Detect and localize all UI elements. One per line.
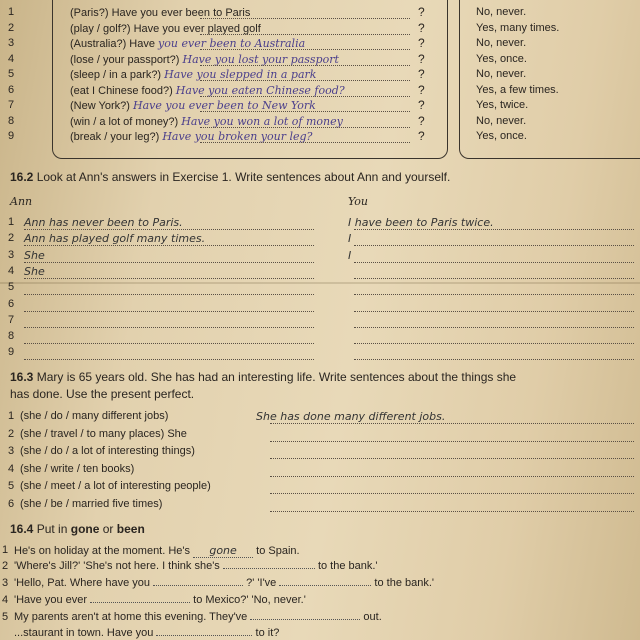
answer-blank[interactable] — [223, 568, 315, 569]
you-sentence[interactable]: I have been to Paris twice. — [348, 216, 494, 229]
answer-line — [200, 142, 410, 143]
line-number: 2 — [2, 560, 9, 572]
ann-answer: Yes, many times. — [476, 21, 560, 34]
sentence-end: to the bank.' — [317, 560, 378, 572]
you-answer-line — [354, 278, 634, 279]
row-number: 5 — [8, 480, 15, 492]
row-number: 5 — [8, 281, 15, 294]
question-prompt: (play / golf?) — [70, 22, 131, 35]
answer-line — [200, 96, 410, 97]
you-answer-line — [354, 359, 634, 360]
you-sentence[interactable]: I — [348, 232, 352, 246]
answer-line — [200, 34, 410, 35]
sentence-end: to it? — [255, 627, 280, 639]
ex16-4-line-6 — [14, 627, 279, 639]
word-or: or — [102, 522, 114, 536]
question-prompt: (break / your leg?) — [70, 131, 160, 143]
question-mark: ? — [418, 113, 425, 128]
row-number: 4 — [8, 264, 15, 277]
you-answer-line — [354, 343, 634, 344]
you-answer-line — [354, 229, 634, 230]
sentence-start: My parents aren't at home this evening. They've — [14, 611, 248, 623]
ann-answer-line — [24, 245, 314, 246]
answer-gone[interactable]: gone — [193, 544, 253, 558]
you-answer-line — [354, 245, 634, 246]
question-number: 3 — [8, 37, 15, 49]
question-prompt: (Paris?) — [70, 7, 109, 19]
prompt: (she / travel / to many places) She — [20, 427, 187, 440]
answer-line — [200, 49, 410, 50]
answer-text[interactable]: She has done many different jobs. — [256, 410, 446, 423]
ex16-4-line-4 — [14, 594, 306, 606]
ann-answer: Yes, once. — [476, 130, 527, 142]
question-mark: ? — [418, 5, 425, 19]
ann-answer: No, never. — [476, 6, 527, 18]
exercise-number: 16.2 — [10, 170, 34, 184]
question-prompt: (eat I Chinese food?) — [70, 84, 173, 97]
sentence-start: 'Hello, Pat. Where have you — [14, 577, 151, 589]
exercise-16-2-heading — [10, 170, 450, 184]
question-mark: ? — [418, 82, 425, 97]
ex16-4-line-3 — [14, 577, 434, 589]
you-sentence[interactable]: I — [348, 248, 352, 262]
you-answer-line — [354, 311, 634, 312]
handwritten-answer[interactable]: Have you won a lot of money — [181, 114, 343, 128]
question-number: 5 — [8, 68, 15, 80]
row-number: 2 — [8, 427, 15, 440]
answer-line — [200, 127, 410, 128]
column-ann: Ann — [10, 195, 33, 208]
ann-answer-line — [24, 294, 314, 295]
sentence-end: to Mexico?' 'No, never.' — [193, 594, 306, 606]
you-answer-line — [354, 294, 634, 295]
question-mark: ? — [418, 67, 425, 81]
question-number: 8 — [8, 114, 15, 127]
row-number: 8 — [8, 330, 15, 343]
ann-answer: Yes, twice. — [476, 99, 529, 111]
question-mark: ? — [418, 20, 425, 35]
exercise-instruction: Mary is 65 years old. She has had an interesting life. Write sentences about the things she — [36, 370, 517, 384]
question-printed-text: Have you ever played golf — [133, 22, 261, 35]
prompt: (she / be / married five times) — [20, 497, 163, 510]
answer-blank[interactable] — [90, 602, 190, 603]
ex16-4-line-1 — [14, 544, 300, 558]
ann-sentence[interactable]: Ann has played golf many times. — [24, 232, 206, 246]
exercise-number: 16.3 — [10, 370, 34, 384]
question-prompt: (lose / your passport?) — [70, 53, 180, 66]
prompt: (she / meet / a lot of interesting people) — [20, 480, 211, 492]
exercise-instruction: Put in — [36, 522, 68, 536]
line-number: 5 — [2, 611, 9, 623]
ann-answer-line — [24, 359, 314, 360]
exercise-number: 16.4 — [10, 522, 34, 536]
ann-sentence[interactable]: Ann has never been to Paris. — [24, 216, 183, 229]
answer-line — [270, 511, 634, 512]
ann-sentence[interactable]: She — [24, 248, 45, 262]
question-number: 1 — [8, 6, 15, 18]
ann-answer-line — [24, 311, 314, 312]
question-number: 6 — [8, 83, 15, 96]
answer-line — [200, 18, 410, 19]
question-prompt: (Australia?) Have — [70, 38, 155, 50]
answer-blank[interactable] — [279, 585, 371, 586]
ann-answer: No, never. — [476, 37, 527, 49]
exercise-16-4-heading — [10, 522, 145, 536]
prompt: (she / do / many different jobs) — [20, 410, 169, 422]
sentence-end: to Spain. — [256, 545, 300, 557]
line-number: 4 — [2, 594, 9, 606]
question-mark: ? — [418, 36, 425, 50]
answer-line — [200, 65, 410, 66]
word-been: been — [116, 522, 145, 536]
row-number: 7 — [8, 313, 15, 326]
handwritten-answer[interactable]: Have you ever been to New York — [132, 99, 316, 112]
answer-blank[interactable] — [156, 635, 252, 636]
line-number: 1 — [2, 544, 9, 556]
ann-answer: Yes, once. — [476, 52, 527, 65]
row-number: 1 — [8, 216, 15, 228]
question-mark: ? — [418, 98, 425, 112]
column-you: You — [348, 195, 369, 208]
paper-fold — [0, 282, 640, 284]
ex16-4-line-5 — [14, 611, 382, 623]
question-prompt: (sleep / in a park?) — [70, 69, 162, 81]
prompt: (she / write / ten books) — [20, 462, 135, 475]
question-prompt: (win / a lot of money?) — [70, 115, 179, 128]
answer-line — [200, 111, 410, 112]
answer-line — [270, 441, 634, 442]
answer-line — [270, 493, 634, 494]
row-number: 9 — [8, 346, 15, 359]
question-number: 4 — [8, 52, 15, 65]
ann-sentence[interactable]: She — [24, 264, 45, 278]
you-answer-line — [354, 327, 634, 328]
exercise-instruction: Look at Ann's answers in Exercise 1. Write sentences about Ann and yourself. — [36, 170, 451, 184]
line-number: 3 — [2, 577, 9, 589]
ann-answer-line — [24, 327, 314, 328]
ann-answer-line — [24, 262, 314, 263]
ann-answer-line — [24, 278, 314, 279]
answer-line — [270, 476, 634, 477]
exercise-16-3-heading — [10, 370, 516, 384]
ann-answer: No, never. — [476, 114, 527, 127]
row-number: 6 — [8, 297, 15, 310]
answer-line — [270, 458, 634, 459]
question-mark: ? — [418, 129, 425, 143]
question-mark: ? — [418, 51, 425, 66]
sentence-start: 'Where's Jill?' 'She's not here. I think she's — [14, 560, 220, 572]
you-answer-line — [354, 262, 634, 263]
handwritten-answer[interactable]: Have you eaten Chinese food? — [175, 83, 345, 97]
answer-blank[interactable] — [250, 619, 360, 620]
question-printed-text: Have you ever been to Paris — [111, 7, 251, 19]
row-number: 3 — [8, 445, 15, 457]
answer-blank[interactable] — [153, 585, 243, 586]
question-number: 2 — [8, 21, 15, 34]
ann-answer: No, never. — [476, 68, 527, 80]
row-number: 3 — [8, 248, 15, 261]
row-number: 4 — [8, 462, 15, 475]
handwritten-answer[interactable]: Have you broken your leg? — [162, 130, 313, 143]
sentence-start: 'Have you ever — [14, 594, 88, 606]
question-number: 9 — [8, 130, 15, 142]
question-number: 7 — [8, 99, 15, 111]
row-number: 2 — [8, 232, 15, 245]
sentence-start: He's on holiday at the moment. He's — [14, 545, 191, 557]
ann-answer-line — [24, 229, 314, 230]
prompt: (she / do / a lot of interesting things) — [20, 445, 195, 457]
ann-answer-line — [24, 343, 314, 344]
handwritten-answer[interactable]: Have you slepped in a park — [164, 68, 317, 81]
ex16-4-line-2 — [14, 560, 378, 572]
exercise-16-3-heading-line2: has done. Use the present perfect. — [10, 387, 195, 401]
word-gone: gone — [70, 522, 100, 536]
sentence-end: to the bank.' — [374, 577, 435, 589]
ann-answer: Yes, a few times. — [476, 83, 559, 96]
sentence-mid: ?' 'I've — [246, 577, 277, 589]
question-prompt: (New York?) — [70, 100, 130, 112]
answer-line — [200, 80, 410, 81]
row-number: 1 — [8, 410, 15, 422]
handwritten-answer[interactable]: you ever been to Australia — [158, 37, 306, 50]
sentence-end: out. — [363, 611, 382, 623]
row-number: 6 — [8, 497, 15, 510]
sentence-start: ...staurant in town. Have you — [14, 627, 154, 639]
handwritten-answer[interactable]: Have you lost your passport — [182, 52, 339, 66]
answer-line — [270, 423, 634, 424]
